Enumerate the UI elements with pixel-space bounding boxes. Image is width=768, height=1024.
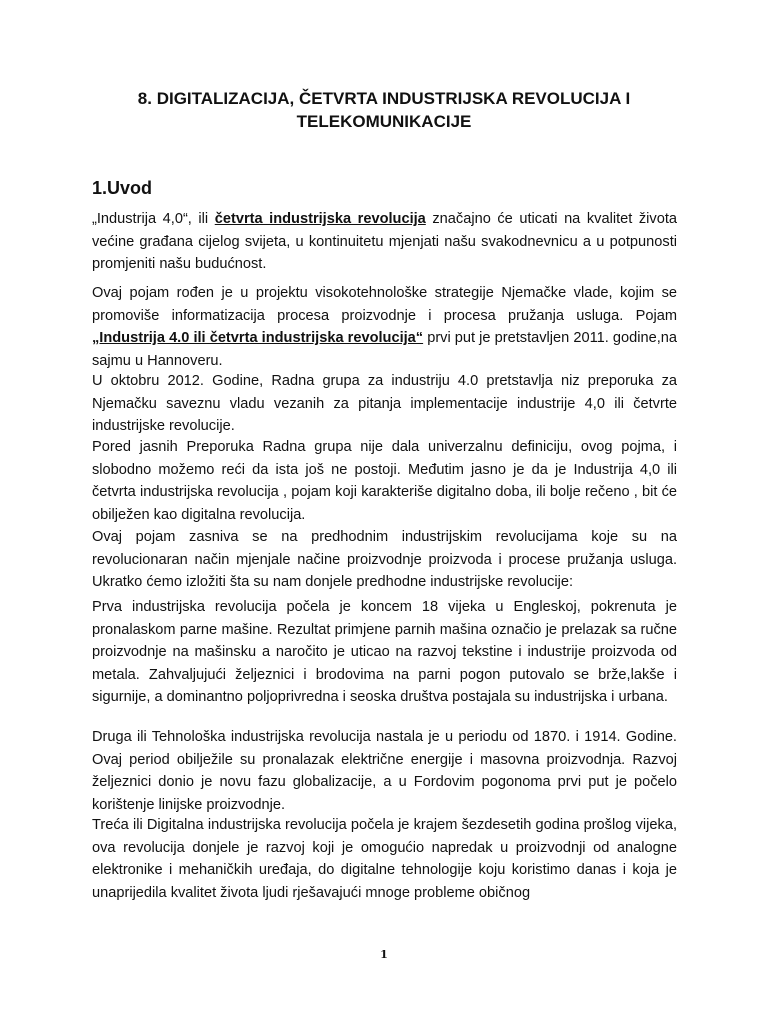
paragraph-6: Prva industrijska revolucija počela je koncem 18 vijeka u Engleskoj, pokrenuta je pronalaskom parne mašine. Rezultat primjene parnih mašina označio je prelazak sa ručne proizvodnje na mašinsku a naročito je uticao na razvoj tekstine i industrije proizvoda od metala. Zahvaljujući željeznici i brodovima na parni pogon putovalo se brže,lakše i sigurnije, a dominantno poljoprivredna i seoska društva postajala su industrijska i urbana. bbox=[92, 599, 677, 706]
paragraph-5: Ovaj pojam zasniva se na predhodnim industrijskim revolucijama koje su na revolucionaran način mjenjale načine proizvodnje proizvoda i procese pružanja usluga. Ukratko ćemo izložiti šta su nam donjele predhodne industrijske revolucije: bbox=[92, 529, 677, 591]
title-line-2: TELEKOMUNIKACIJE bbox=[296, 112, 472, 131]
paragraph-2-text-a: Ovaj pojam rođen je u projektu visokotehnološke strategije Njemačke vlade, kojim se promoviše informatizacija procesa proizvodnje i procesa pružanja usluga. Pojam bbox=[92, 285, 677, 324]
paragraph-3: U oktobru 2012. Godine, Radna grupa za industriju 4.0 pretstavlja niz preporuka za Njemačku saveznu vladu vezanih za pitanja implementacije industrije 4,0 ili četvrte industrijske revolucije. bbox=[92, 373, 677, 435]
paragraph-2 bbox=[92, 282, 677, 372]
paragraph-8: Treća ili Digitalna industrijska revolucija počela je krajem šezdesetih godina prošlog vijeka, ova revolucija donjele je razvoj koji je omogućio napredak u proizvodnji od analogne elektronike i mehaničkih uređaja, do digitalne tehnologije koju koristimo danas i koja je unaprijedila kvalitet života ljudi rješavajući mnoge probleme običnog bbox=[92, 817, 677, 901]
title-line-1: 8. DIGITALIZACIJA, ČETVRTA INDUSTRIJSKA REVOLUCIJA I bbox=[137, 89, 631, 108]
section-heading: 1.Uvod bbox=[92, 178, 153, 198]
paragraph-1-text-a: „Industrija 4,0“, ili bbox=[92, 211, 215, 227]
paragraph-1-emphasis: četvrta industrijska revolucija bbox=[214, 211, 426, 227]
paragraph-4: Pored jasnih Preporuka Radna grupa nije dala univerzalnu definiciju, ovog pojma, i slobodno možemo reći da ista još ne postoji. Međutim jasno je da je Industrija 4,0 ili četvrta industrijska revolucija , pojam koji karakteriše digitalno doba, ili bolje rečeno , bit će obilježen kao digitalna revolucija. bbox=[92, 439, 677, 523]
paragraph-1 bbox=[92, 208, 677, 276]
document-title bbox=[90, 87, 678, 133]
paragraph-1-text-c: značajno će uticati na kvalitet života većine građana cijelog svijeta, u kontinuitetu mjenjati našu svakodnevnicu a u potpunosti promjeniti našu budućnost. bbox=[92, 211, 677, 273]
paragraph-2-emphasis: „Industrija 4.0 ili četvrta industrijska revolucija“ bbox=[92, 330, 424, 347]
paragraph-2-text-c: prvi put je pretstavljen 2011. godine,na sajmu u Hannoveru. bbox=[92, 330, 677, 369]
page-number: 1 bbox=[380, 948, 388, 961]
paragraph-7: Druga ili Tehnološka industrijska revolucija nastala je u periodu od 1870. i 1914. Godine. Ovaj period obilježile su pronalazak električne energije i masovna proizvodnja. Razvoj željeznici donio je novu fazu globalizacije, a u Fordovim pogonoma prvi put je počelo korištenje linijske proizvodnje. bbox=[92, 729, 677, 813]
